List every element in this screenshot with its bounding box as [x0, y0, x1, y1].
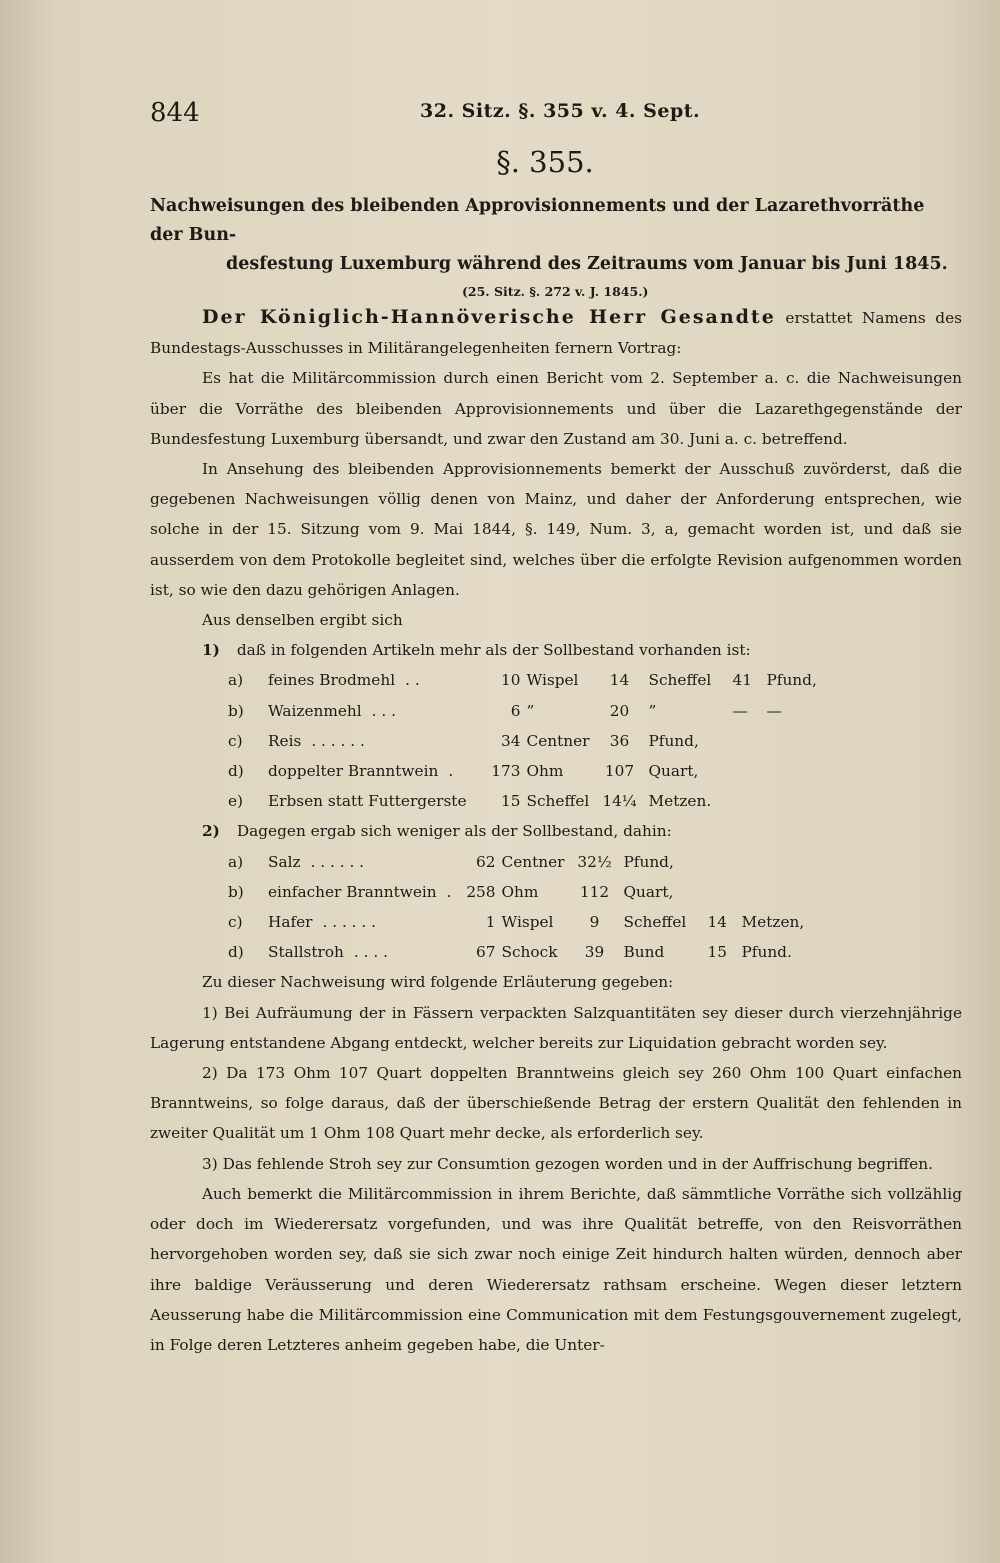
- intro-text: erstattet Namens des Bundestags-Ausschusses in Militärangelegenheiten fernern Vortrag:: [150, 309, 962, 358]
- quantity-1: 62: [476, 852, 496, 871]
- item-letter: e): [228, 792, 244, 811]
- table-row: [228, 756, 853, 786]
- unit-1: Ohm: [526, 762, 564, 781]
- section-number: §. 355.: [496, 145, 594, 179]
- table-row: [228, 696, 853, 726]
- unit-2: Bund: [623, 943, 665, 962]
- leader-dots: [467, 792, 477, 810]
- leader-dots: . . . .: [353, 943, 388, 962]
- item-letter: a): [228, 671, 244, 690]
- item-label: Salz: [268, 852, 301, 871]
- unit-2: Pfund,: [623, 852, 674, 871]
- table-row: [228, 847, 828, 877]
- quantity-2: 39: [584, 943, 605, 962]
- item-name: [268, 726, 483, 756]
- unit-1: Ohm: [501, 882, 539, 901]
- paragraph-2: In Ansehung des bleibenden Approvisionnements bemerkt der Ausschuß zuvörderst, daß die gegebenen Nachweisungen völlig denen von Mainz, und daher der Anforderung entsprechen, wie solche in der 15. Sitzung vom 9. Mai 1844, §. 149, Num. 3, a, gemacht worden ist, und daß sie ausserdem von dem Protokolle begleitet sind, welches über die erfolgte Revision aufgenommen worden ist, so wie den dazu gehörigen Anlagen.: [150, 460, 962, 599]
- item-label: Erbsen statt Futtergerste: [268, 792, 467, 811]
- quantity-1: 173: [491, 762, 521, 781]
- list2-heading: Dagegen ergab sich weniger als der Sollbestand, dahin:: [236, 822, 672, 841]
- shortfall-table: [228, 847, 828, 968]
- quantity-2: 14: [609, 671, 630, 690]
- unit-3: [767, 756, 853, 786]
- item-letter: b): [228, 701, 244, 720]
- item-label: doppelter Branntwein: [268, 762, 439, 781]
- table-row: [228, 937, 828, 967]
- item-name: [268, 665, 483, 695]
- quantity-3: —: [732, 701, 748, 720]
- quantity-2: 36: [609, 731, 630, 750]
- item-label: Hafer: [268, 913, 313, 932]
- item-name: [268, 907, 458, 937]
- table-row: [228, 907, 828, 937]
- unit-2: ”: [648, 701, 657, 720]
- list1-heading-row: [150, 635, 962, 665]
- section-title-rest: desfestung Luxemburg während des Zeitraums vom Januar bis Juni 1845.: [226, 254, 948, 274]
- leader-dots: .: [448, 762, 454, 781]
- item-label: einfacher Branntwein: [268, 882, 437, 901]
- leader-dots: . .: [405, 671, 420, 690]
- quantity-1: 67: [476, 943, 496, 962]
- unit-1: ”: [526, 701, 535, 720]
- item-letter: c): [228, 913, 243, 932]
- list2-heading-row: [150, 816, 962, 846]
- item-label: feines Brodmehl: [268, 671, 396, 690]
- explanation-3: 3) Das fehlende Stroh sey zur Consumtion gezogen worden und in der Auffrischung begriffen.: [202, 1154, 933, 1173]
- quantity-2: 20: [609, 701, 630, 720]
- item-name: [268, 877, 458, 907]
- unit-1: Wispel: [501, 913, 554, 932]
- page-number: 844: [150, 98, 200, 128]
- explanation-1: 1) Bei Aufräumung der in Fässern verpackten Salzquantitäten sey dieser durch vierzehnjährige Lagerung entstandene Abgang entdeckt, welcher bereits zur Liquidation gebracht worden sey.: [150, 1003, 962, 1052]
- quantity-2: 107: [604, 762, 635, 781]
- item-label: Stallstroh: [268, 943, 344, 962]
- quantity-2: 32½: [577, 852, 612, 871]
- unit-2: Scheffel: [623, 913, 687, 932]
- quantity-3: 14: [707, 913, 727, 932]
- unit-1: Centner: [501, 852, 565, 871]
- quantity-1: 34: [501, 731, 521, 750]
- item-label: Reis: [268, 731, 302, 750]
- paragraph-5: Auch bemerkt die Militärcommission in ihrem Berichte, daß sämmtliche Vorräthe sich vollzählig oder doch im Wiederersatz vorgefunden, und was ihre Qualität betreffe, von den Reisvorräthen hervorgehoben worden sey, daß sie sich zwar noch einige Zeit hindurch halten würden, dennoch aber ihre baldige Veräusserung und deren Wiederersatz rathsam erscheine. Wegen dieser letztern Aeusserung habe die Militärcommission eine Communication mit dem Festungsgouvernement zugelegt, in Folge deren Letzteres anheim gegeben habe, die Unter-: [150, 1184, 962, 1354]
- quantity-1: 1: [485, 913, 496, 932]
- paragraph-4: Zu dieser Nachweisung wird folgende Erläuterung gegeben:: [202, 973, 674, 992]
- table-row: [228, 665, 853, 695]
- unit-3: [767, 786, 853, 816]
- unit-2: Quart,: [623, 882, 674, 901]
- quantity-3: 41: [732, 671, 752, 690]
- item-label: Waizenmehl: [268, 701, 362, 720]
- unit-1: Schock: [501, 943, 558, 962]
- quantity-2: 9: [589, 913, 600, 932]
- table-row: [228, 726, 853, 756]
- running-head: 32. Sitz. §. 355 v. 4. Sept.: [420, 100, 701, 122]
- unit-3: Metzen,: [741, 913, 805, 932]
- table-row: [228, 786, 853, 816]
- item-name: [268, 756, 483, 786]
- body-text: [150, 302, 962, 1360]
- page-header: [150, 98, 960, 138]
- unit-1: Wispel: [526, 671, 579, 690]
- speaker: Der Königlich-Hannöverische Herr Gesandte: [202, 306, 776, 328]
- quantity-1: 258: [466, 882, 496, 901]
- quantity-2: 14¼: [602, 792, 637, 811]
- unit-3: —: [766, 701, 782, 720]
- item-name: [268, 696, 483, 726]
- unit-2: Pfund,: [648, 731, 699, 750]
- item-name: [268, 937, 458, 967]
- leader-dots: . . .: [371, 701, 396, 720]
- quantity-3: 15: [707, 943, 727, 962]
- section-title-line1: Nachweisungen des bleibenden Approvisionnements und der Lazarethvorräthe der Bun-: [150, 196, 925, 245]
- unit-1: Centner: [526, 731, 590, 750]
- unit-3: Pfund,: [766, 671, 817, 690]
- unit-2: Metzen.: [648, 792, 712, 811]
- paragraph-3: Aus denselben ergibt sich: [202, 611, 403, 630]
- unit-3: [767, 726, 853, 756]
- item-letter: c): [228, 731, 243, 750]
- unit-2: Scheffel: [648, 671, 712, 690]
- unit-1: Scheffel: [526, 792, 590, 811]
- leader-dots: . . . . . .: [322, 913, 376, 932]
- quantity-2: 112: [579, 882, 610, 901]
- item-letter: b): [228, 882, 244, 901]
- item-letter: d): [228, 762, 244, 781]
- quantity-1: 10: [501, 671, 521, 690]
- session-reference: (25. Sitz. §. 272 v. J. 1845.): [462, 284, 649, 299]
- quantity-1: 6: [510, 701, 521, 720]
- quantity-3: [733, 726, 767, 756]
- section-title: [150, 192, 960, 279]
- unit-3: Pfund.: [741, 943, 792, 962]
- quantity-3: [733, 756, 767, 786]
- item-name: [268, 786, 483, 816]
- quantity-3: [733, 786, 767, 816]
- unit-3: [742, 877, 828, 907]
- list1-heading: daß in folgenden Artikeln mehr als der Sollbestand vorhanden ist:: [236, 641, 751, 660]
- leader-dots: . . . . . .: [310, 852, 365, 871]
- explanation-2: 2) Da 173 Ohm 107 Quart doppelten Branntweins gleich sey 260 Ohm 100 Quart einfachen Branntweins, so folge daraus, daß der überschießende Betrag der erstern Qualität den fehlenden in zweiter Qualität um 1 Ohm 108 Quart mehr decke, als erforderlich sey.: [150, 1064, 962, 1143]
- quantity-3: [708, 877, 742, 907]
- unit-2: Quart,: [648, 762, 699, 781]
- leader-dots: . . . . . .: [311, 731, 365, 750]
- quantity-1: 15: [501, 792, 521, 811]
- unit-3: [742, 847, 828, 877]
- item-letter: d): [228, 943, 244, 962]
- item-name: [268, 847, 458, 877]
- quantity-3: [708, 847, 742, 877]
- intro-paragraph: [150, 302, 962, 363]
- list1-number: 1): [202, 641, 220, 660]
- list2-number: 2): [202, 822, 220, 841]
- paragraph-1: Es hat die Militärcommission durch einen Bericht vom 2. September a. c. die Nachweisungen über die Vorräthe des bleibenden Approvisionnements und über die Lazarethgegenstände der Bundesfestung Luxemburg übersandt, und zwar den Zustand am 30. Juni a. c. betreffend.: [150, 369, 962, 448]
- table-row: [228, 877, 828, 907]
- surplus-table: [228, 665, 853, 816]
- leader-dots: .: [446, 882, 452, 901]
- item-letter: a): [228, 852, 244, 871]
